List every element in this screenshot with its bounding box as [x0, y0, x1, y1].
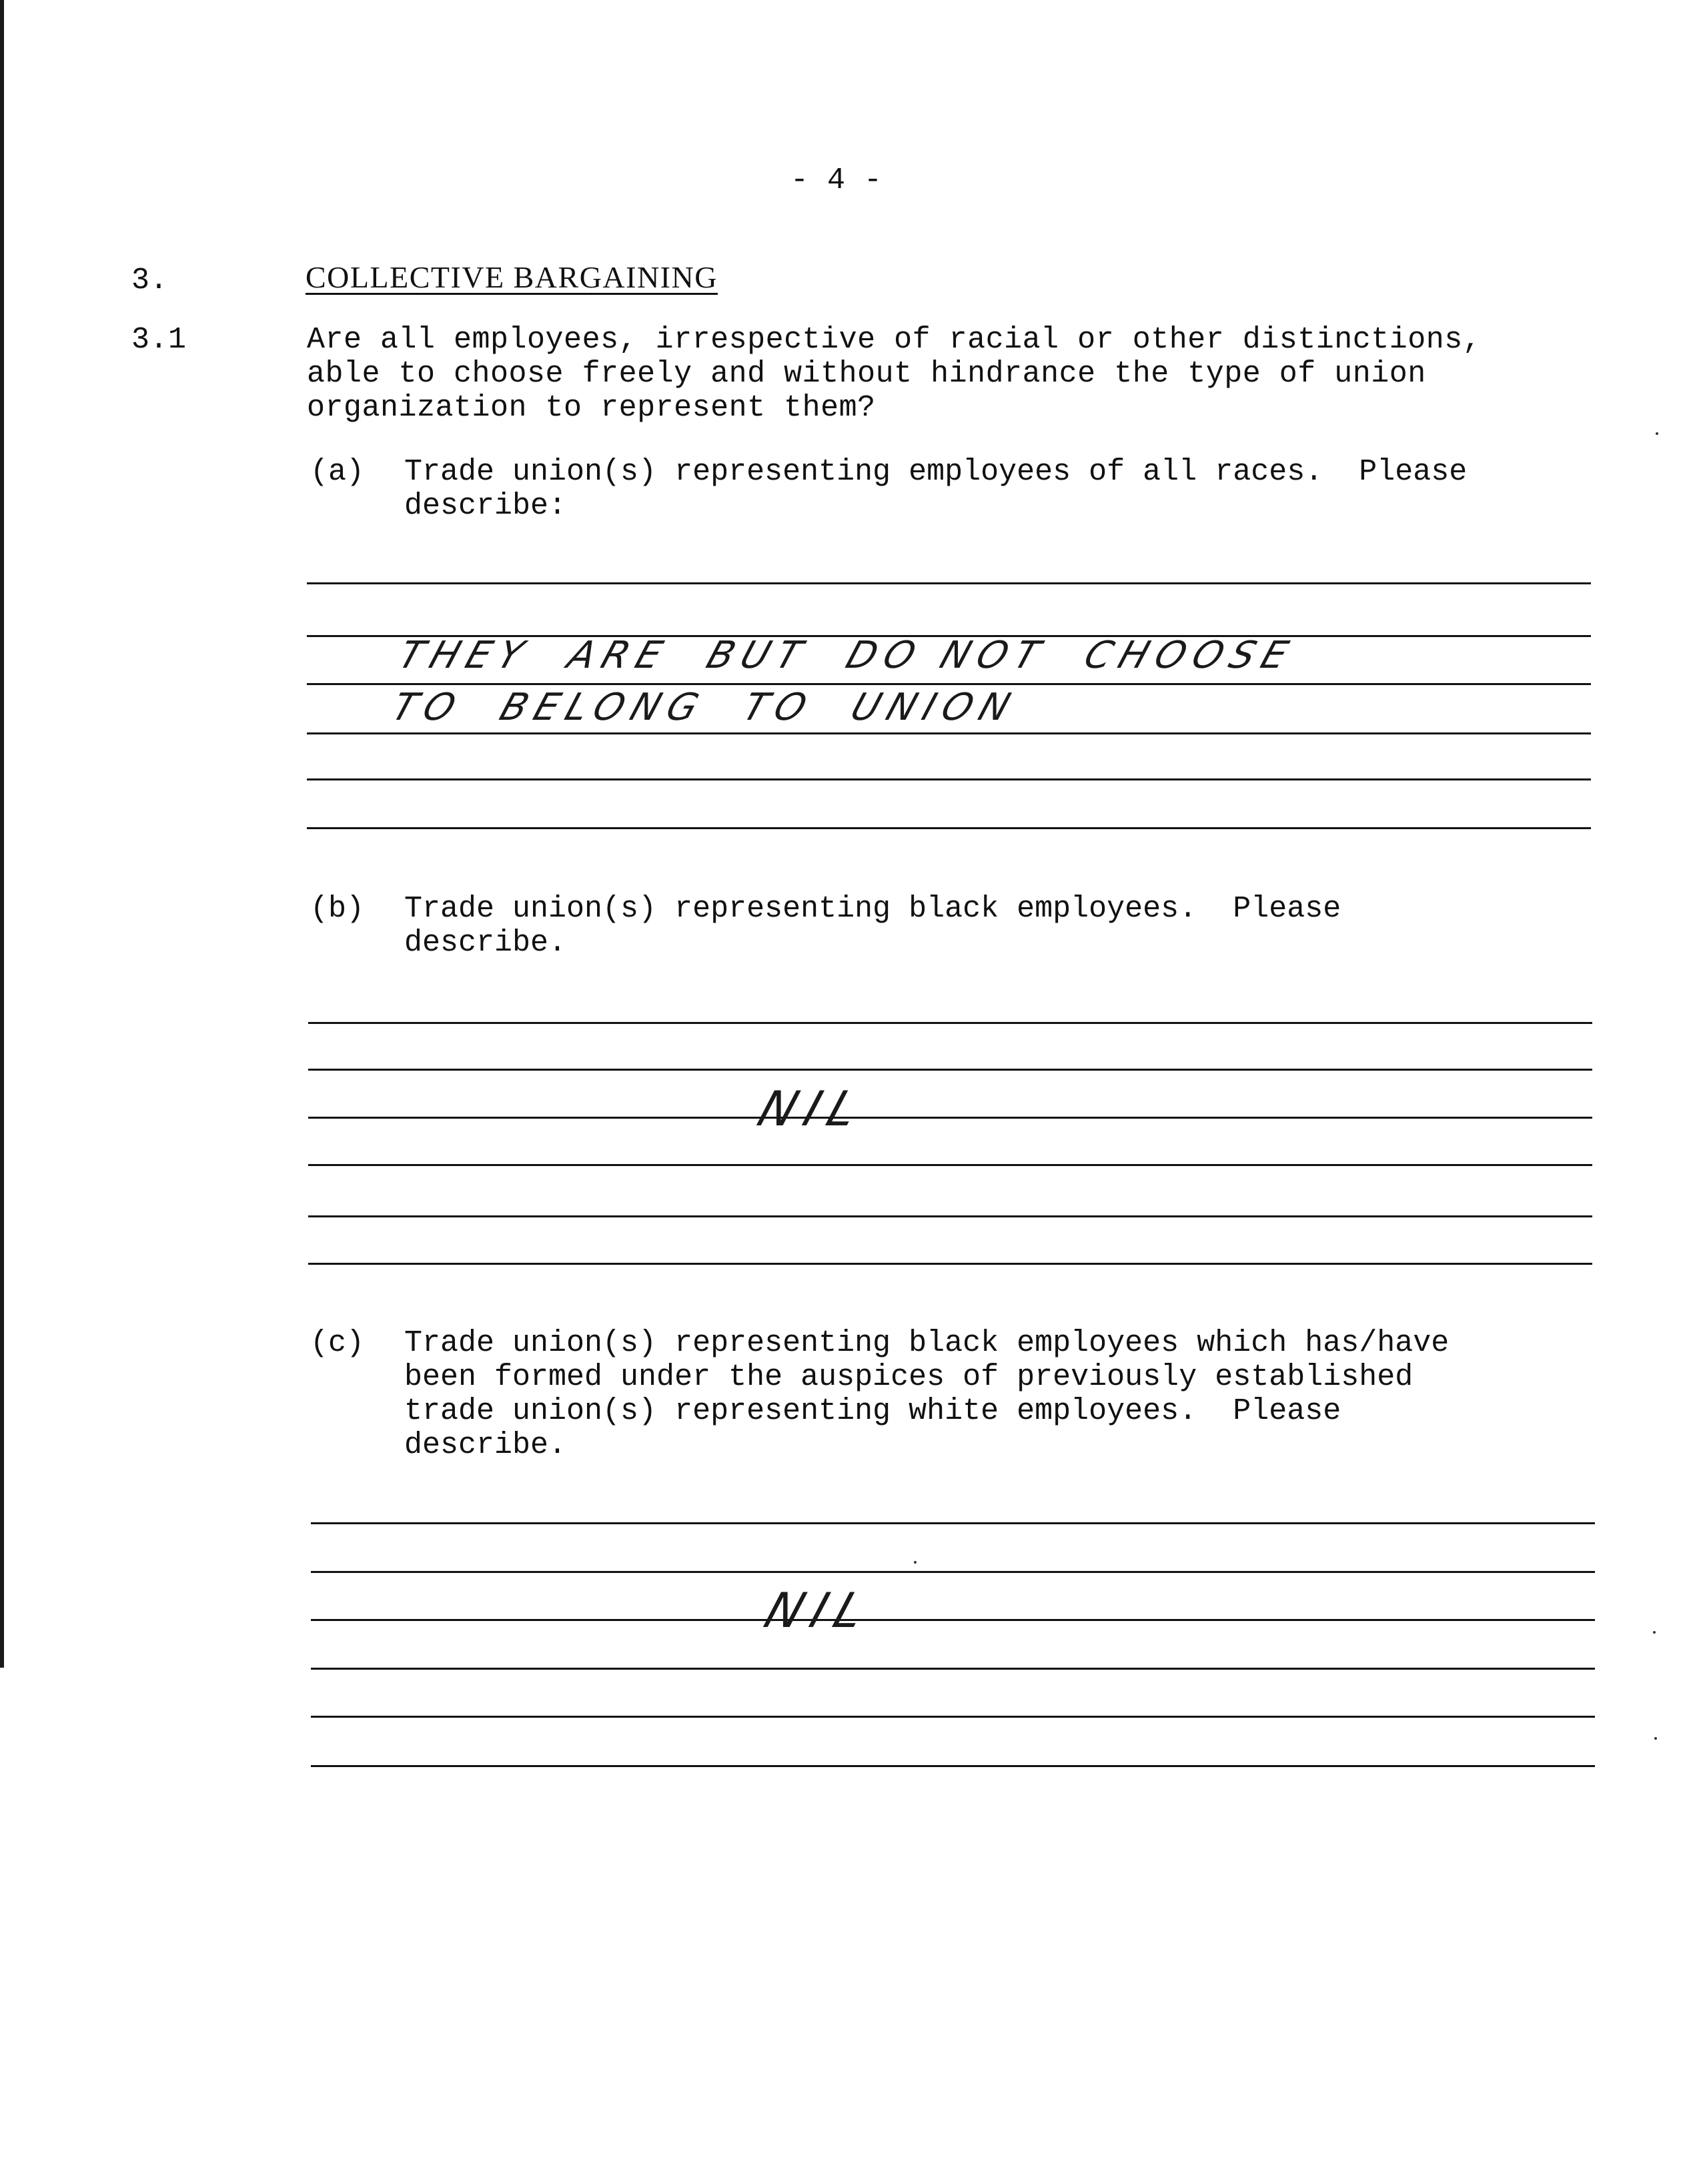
handwritten-answer-line: THEY ARE BUT DO NOT CHOOSE: [393, 634, 1301, 677]
answer-line[interactable]: [307, 683, 1591, 685]
page-number: - 4 -: [790, 163, 883, 197]
scan-speck: [1653, 1631, 1656, 1634]
item-letter: (a): [310, 455, 365, 489]
handwritten-answer-line: NIL: [751, 1081, 875, 1137]
section-title: COLLECTIVE BARGAINING: [306, 260, 718, 294]
item-text: Trade union(s) representing employees of all races. Please describe:: [404, 455, 1468, 523]
scan-page-edge: [0, 0, 4, 1668]
answer-line[interactable]: [307, 827, 1591, 829]
question-text: Are all employees, irrespective of racial or other distinctions, able to choose freely and without hindrance the type of union organization to represent them?: [307, 323, 1482, 425]
scan-speck: [1654, 1737, 1657, 1740]
item-text: Trade union(s) representing black employees. Please describe.: [404, 892, 1341, 960]
scan-speck: [914, 1561, 917, 1564]
handwritten-answer-line: TO BELONG TO UNION: [386, 686, 1023, 729]
scan-speck: [1656, 432, 1658, 435]
answer-line[interactable]: [311, 1522, 1595, 1524]
answer-line[interactable]: [311, 1765, 1595, 1767]
answer-line[interactable]: [307, 778, 1591, 780]
answer-line[interactable]: [308, 1164, 1592, 1166]
item-letter: (b): [310, 892, 365, 926]
answer-line[interactable]: [308, 1263, 1592, 1265]
answer-line[interactable]: [308, 1069, 1592, 1071]
answer-line[interactable]: [308, 1022, 1592, 1024]
question-number: 3.1: [131, 323, 187, 357]
answer-line[interactable]: [307, 732, 1591, 734]
answer-line[interactable]: [307, 582, 1591, 584]
answer-line[interactable]: [308, 1117, 1592, 1119]
answer-line[interactable]: [311, 1571, 1595, 1573]
answer-line[interactable]: [311, 1619, 1595, 1621]
item-letter: (c): [310, 1326, 365, 1360]
section-number: 3.: [131, 263, 169, 298]
answer-line[interactable]: [308, 1215, 1592, 1217]
handwritten-answer-line: NIL: [758, 1582, 881, 1638]
item-text: Trade union(s) representing black employees which has/have been formed under the auspices of previously established trade union(s) representing white employees. Please describe.: [404, 1326, 1450, 1462]
answer-line[interactable]: [311, 1668, 1595, 1670]
answer-line[interactable]: [311, 1716, 1595, 1718]
